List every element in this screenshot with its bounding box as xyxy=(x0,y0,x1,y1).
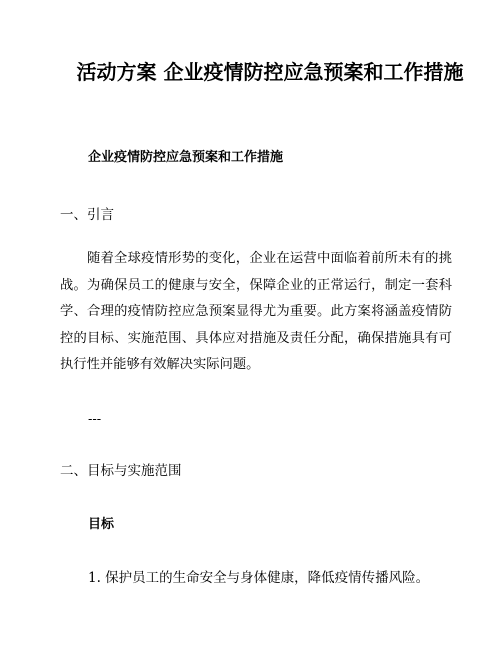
goal-label: 目标 xyxy=(88,517,115,532)
introduction-paragraph: 随着全球疫情形势的变化，企业在运营中面临着前所未有的挑战。为确保员工的健康与安全，保障企业的正常运行，制定一套科学、合理的疫情防控应急预案显得尤为重要。此方案将涵盖疫情防控的目标、实施范围、具体应对措施及责任分配，确保措施具有可执行性并能够有效解决实际问题。 xyxy=(60,251,452,373)
goal-list-item: 1. 保护员工的生命安全与身体健康，降低疫情传播风险。 xyxy=(88,570,430,586)
document-title: 活动方案 企业疫情防控应急预案和工作措施 xyxy=(76,60,464,84)
section-heading-goals-scope: 二、目标与实施范围 xyxy=(60,463,182,479)
section-separator: --- xyxy=(88,412,102,427)
section-heading-introduction: 一、引言 xyxy=(60,207,114,223)
document-subtitle: 企业疫情防控应急预案和工作措施 xyxy=(88,150,284,165)
